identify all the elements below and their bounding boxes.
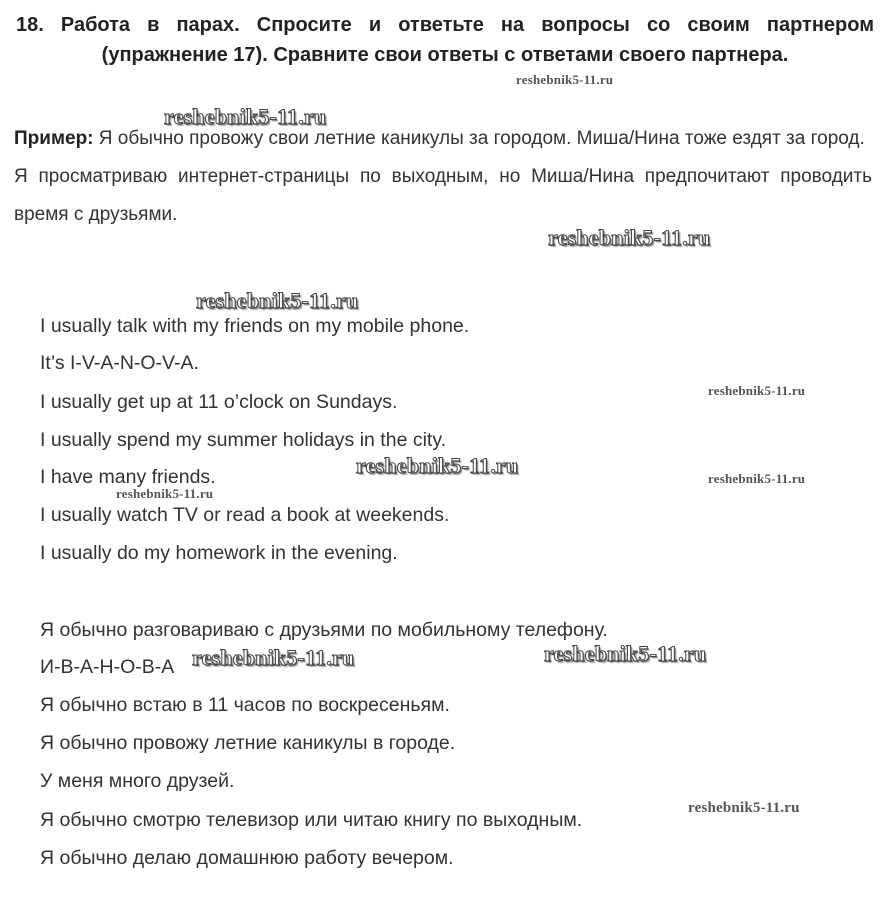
russian-answer-5: У меня много друзей. (40, 770, 235, 792)
example-label: Пример: (14, 128, 94, 149)
russian-answer-4: Я обычно провожу летние каникулы в городе. (40, 732, 456, 754)
english-answer-4: I usually spend my summer holidays in the city. (40, 429, 447, 451)
watermark: reshebnik5-11.ru (116, 486, 214, 501)
russian-answer-2: И-В-А-Н-О-В-А (40, 656, 175, 678)
watermark: reshebnik5-11.ru (708, 471, 806, 486)
example-paragraph-2: Я просматриваю интернет-страницы по выходным, но Миша/Нина предпочитают проводить время с друзьями. (14, 166, 872, 225)
title-line-1: 18. Работа в парах. Спросите и ответьте на вопросы со своим партнером (16, 14, 874, 36)
example-paragraph-1 (14, 120, 872, 158)
english-answer-7: I usually do my homework in the evening. (40, 542, 398, 564)
english-answer-1: I usually talk with my friends on my mobile phone. (40, 315, 470, 337)
russian-answer-1: Я обычно разговариваю с друзьями по мобильному телефону. (40, 619, 608, 641)
title-line-2: (упражнение 17). Сравните свои ответы с ответами своего партнера. (101, 44, 789, 66)
watermark: reshebnik5-11.ru (356, 453, 519, 478)
example-block (14, 120, 872, 234)
watermark: reshebnik5-11.ru (544, 641, 707, 666)
watermark: reshebnik5-11.ru (164, 104, 327, 129)
russian-answer-7: Я обычно делаю домашнюю работу вечером. (40, 847, 454, 869)
russian-answer-3: Я обычно встаю в 11 часов по воскресеньям. (40, 694, 450, 716)
english-answer-3: I usually get up at 11 o’clock on Sundays. (40, 391, 398, 413)
watermark: reshebnik5-11.ru (192, 645, 355, 670)
watermark: reshebnik5-11.ru (516, 72, 614, 87)
watermark: reshebnik5-11.ru (708, 383, 806, 398)
english-answer-5: I have many friends. (40, 466, 216, 488)
example-text-1: Я обычно провожу свои летние каникулы за городом. Миша/Нина тоже ездят за город. (93, 128, 865, 149)
exercise-title (16, 10, 874, 70)
english-answer-2: It’s I-V-A-N-O-V-A. (40, 352, 199, 374)
watermark: reshebnik5-11.ru (548, 225, 711, 250)
russian-answer-6: Я обычно смотрю телевизор или читаю книгу по выходным. (40, 809, 583, 831)
watermark: reshebnik5-11.ru (196, 288, 359, 313)
watermark: reshebnik5-11.ru (688, 800, 800, 816)
english-answer-6: I usually watch TV or read a book at weekends. (40, 504, 450, 526)
